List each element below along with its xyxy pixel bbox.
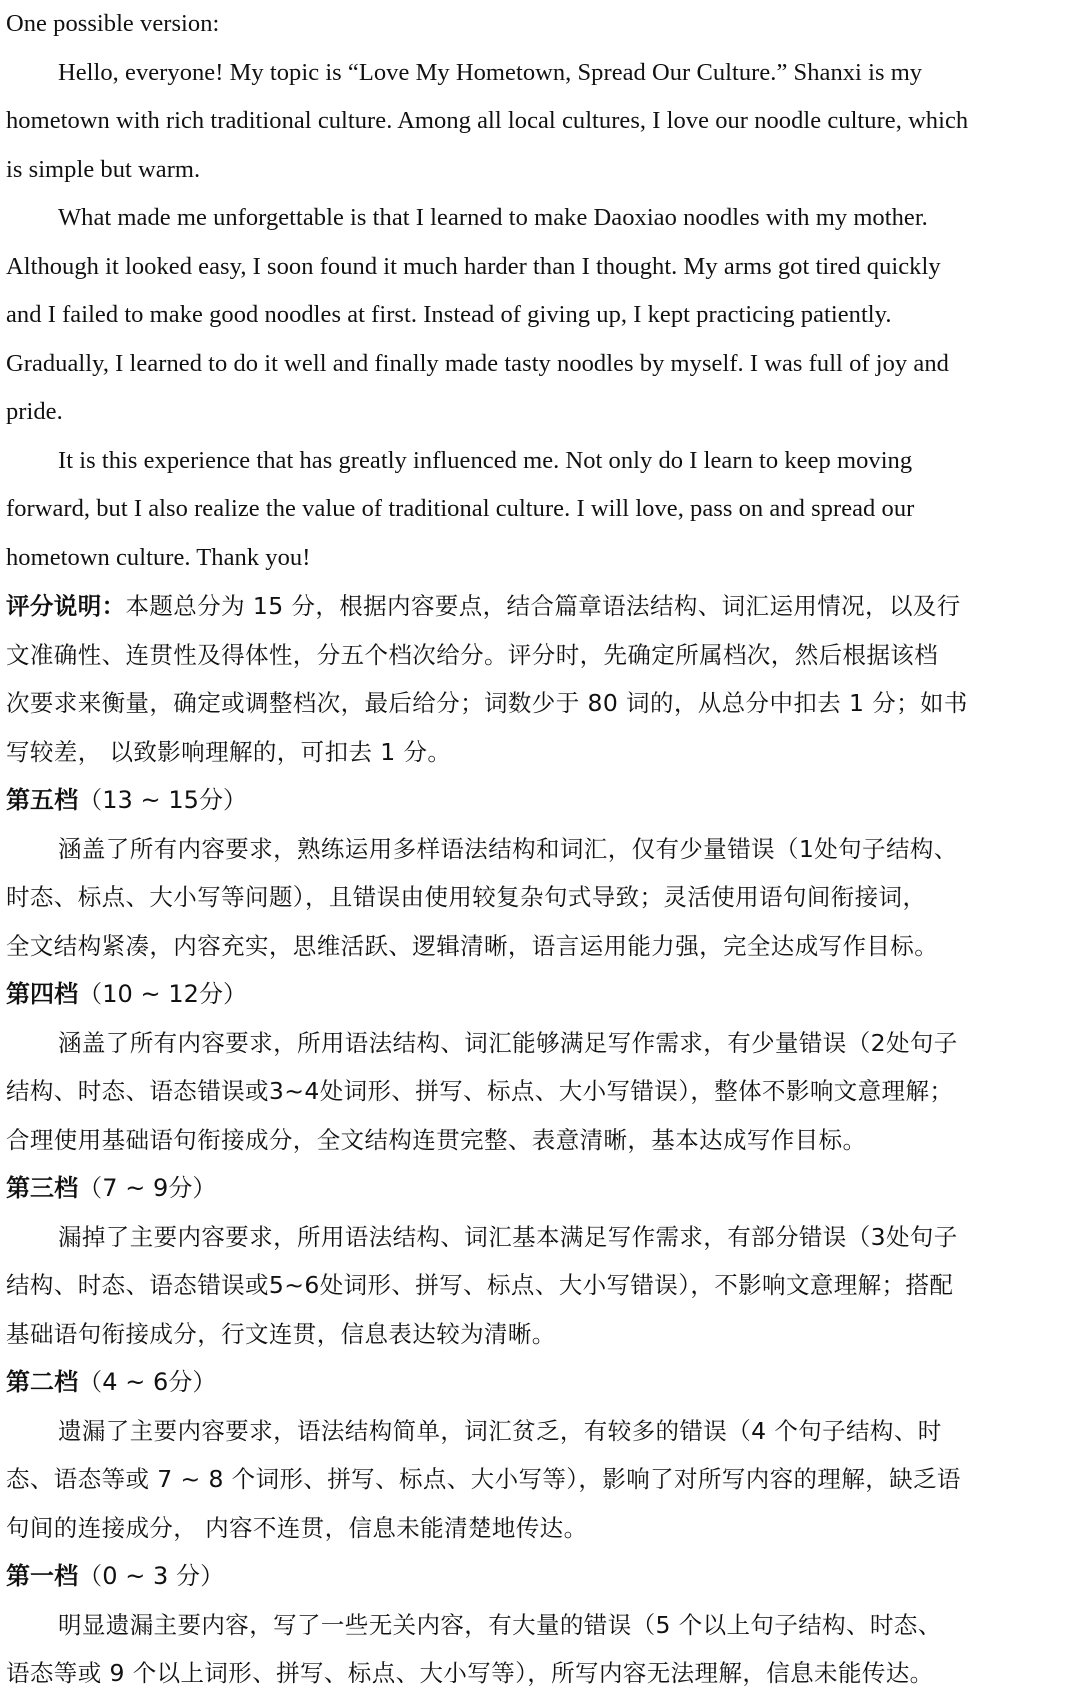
tier-name: 第三档 [6, 1174, 79, 1202]
tier-text-line [6, 1213, 1074, 1262]
tier-text-line [6, 1067, 1074, 1116]
scoring-text: 写较差， 以致影响理解的，可扣去 1 分。 [6, 737, 452, 766]
tier-text: 涵盖了所有内容要求，所用语法结构、词汇能够满足写作需求，有少量错误（2处句子 [58, 1028, 958, 1057]
tier-heading [6, 970, 1074, 1019]
tier-text-line [6, 825, 1074, 874]
essay-line-7 [6, 340, 1074, 389]
essay-text: hometown culture. Thank you! [6, 543, 311, 571]
essay-line-2 [6, 97, 1074, 146]
scoring-text: 本题总分为 15 分，根据内容要点，结合篇章语法结构、词汇运用情况，以及行 [125, 592, 961, 620]
tier-text: 时态、标点、大小写等问题），且错误由使用较复杂句式导致；灵活使用语句间衔接词， [6, 883, 927, 911]
tier-text: 态、语态等或 7 ~ 8 个词形、拼写、标点、大小写等），影响了对所写内容的理解，缺乏语 [6, 1465, 961, 1493]
tier-text: 全文结构紧凑，内容充实，思维活跃、逻辑清晰，语言运用能力强，完全达成写作目标。 [6, 931, 939, 960]
scoring-line-3 [6, 679, 1074, 728]
essay-line-5 [6, 243, 1074, 292]
essay-line-4 [6, 194, 1074, 243]
scoring-line-2 [6, 631, 1074, 680]
scoring-line-1 [6, 582, 1074, 631]
tier-text: 结构、时态、语态错误或3~4处词形、拼写、标点、大小写错误），整体不影响文意理解； [6, 1077, 954, 1105]
essay-line-10 [6, 485, 1074, 534]
tier-text-line [6, 1019, 1074, 1068]
tier-text: 合理使用基础语句衔接成分，全文结构连贯完整、表意清晰，基本达成写作目标。 [6, 1125, 867, 1154]
tier-range: （0 ~ 3 分） [78, 1562, 225, 1590]
tier-text: 涵盖了所有内容要求，熟练运用多样语法结构和词汇，仅有少量错误（1处句子结构、 [58, 834, 958, 863]
tier-name: 第一档 [6, 1562, 79, 1590]
scoring-label: 评分说明： [6, 592, 126, 620]
tier-heading [6, 1552, 1074, 1601]
essay-text: It is this experience that has greatly influenced me. Not only do I learn to keep moving [58, 446, 913, 474]
version-label: One possible version: [6, 10, 220, 37]
tier-heading [6, 776, 1074, 825]
tier-name: 第五档 [6, 786, 79, 814]
essay-text: pride. [6, 398, 63, 425]
tier-heading [6, 1164, 1074, 1213]
tier-text: 句间的连接成分， 内容不连贯，信息未能清楚地传达。 [6, 1513, 588, 1542]
essay-text: What made me unforgettable is that I learned to make Daoxiao noodles with my mother. [58, 204, 928, 231]
tier-text: 基础语句衔接成分，行文连贯，信息表达较为清晰。 [6, 1319, 556, 1348]
tier-range: （7 ~ 9分） [78, 1174, 217, 1202]
tier-text-line [6, 1310, 1074, 1359]
tier-text-line [6, 1116, 1074, 1165]
essay-text: Gradually, I learned to do it well and finally made tasty noodles by myself. I was full of joy and [6, 349, 949, 377]
tier-name: 第四档 [6, 980, 79, 1008]
essay-line-11 [6, 534, 1074, 583]
essay-text: Although it looked easy, I soon found it much harder than I thought. My arms got tired quickly [6, 252, 941, 280]
essay-text: is simple but warm. [6, 155, 201, 183]
tier-heading [6, 1358, 1074, 1407]
tier-text-line [6, 1455, 1074, 1504]
tier-text: 明显遗漏主要内容，写了一些无关内容，有大量的错误（5 个以上句子结构、时态、 [58, 1610, 942, 1639]
tier-text-line [6, 1649, 1074, 1698]
essay-line-3 [6, 146, 1074, 195]
tier-text-line [6, 1261, 1074, 1310]
tier-text-line [6, 1407, 1074, 1456]
tier-text: 结构、时态、语态错误或5~6处词形、拼写、标点、大小写错误），不影响文意理解；搭配 [6, 1271, 954, 1299]
essay-line-8 [6, 388, 1074, 437]
essay-line-6 [6, 291, 1074, 340]
scoring-text: 次要求来衡量，确定或调整档次，最后给分；词数少于 80 词的，从总分中扣去 1 分；如书 [6, 689, 968, 717]
tier-name: 第二档 [6, 1368, 79, 1396]
scoring-text: 文准确性、连贯性及得体性，分五个档次给分。评分时，先确定所属档次，然后根据该档 [6, 640, 939, 669]
tier-text-line [6, 873, 1074, 922]
essay-text: Hello, everyone! My topic is “Love My Hometown, Spread Our Culture.” Shanxi is my [58, 58, 923, 86]
tier-text: 遗漏了主要内容要求，语法结构简单，词汇贫乏，有较多的错误（4 个句子结构、时 [58, 1416, 942, 1445]
tier-text: 漏掉了主要内容要求，所用语法结构、词汇基本满足写作需求，有部分错误（3处句子 [58, 1222, 958, 1251]
essay-line-9 [6, 437, 1074, 486]
tier-range: （4 ~ 6分） [78, 1368, 217, 1396]
tier-text-line [6, 922, 1074, 971]
essay-text: hometown with rich traditional culture. Among all local cultures, I love our noodle culture, which [6, 107, 969, 134]
essay-line-1 [6, 49, 1074, 98]
tier-text: 语态等或 9 个以上词形、拼写、标点、大小写等），所写内容无法理解，信息未能传达。 [6, 1659, 934, 1687]
tier-range: （13 ~ 15分） [78, 786, 248, 814]
essay-text: and I failed to make good noodles at first. Instead of giving up, I kept practicing patiently. [6, 301, 892, 328]
scoring-line-4 [6, 728, 1074, 777]
tier-text-line [6, 1601, 1074, 1650]
essay-text: forward, but I also realize the value of traditional culture. I will love, pass on and spread our [6, 495, 915, 522]
tier-range: （10 ~ 12分） [78, 980, 248, 1008]
tier-text-line [6, 1504, 1074, 1553]
